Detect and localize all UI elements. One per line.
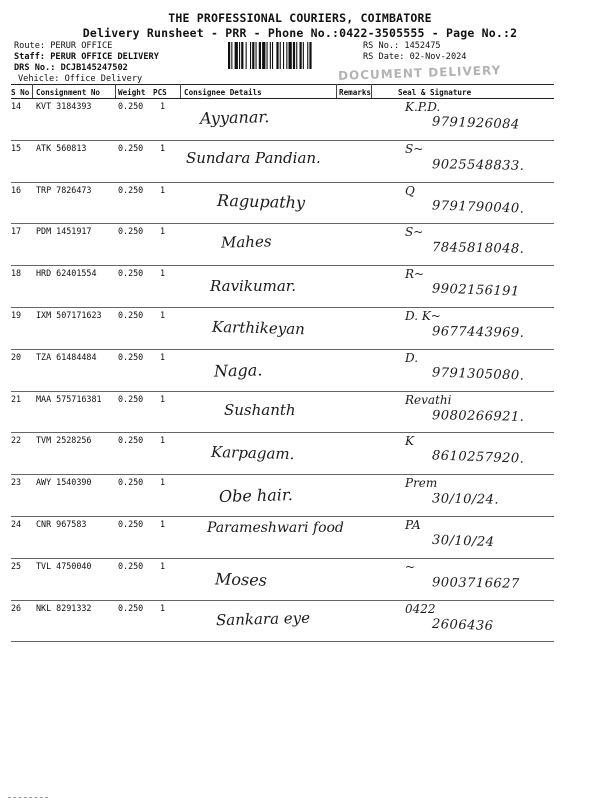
row-pcs: 1 <box>160 268 166 279</box>
row-sno: 19 <box>11 310 22 320</box>
row-signature-handwritten: Prem <box>405 476 438 491</box>
row-signature-handwritten: D. K~ <box>405 309 441 323</box>
row-phone-handwritten: 9791926084 <box>431 114 520 133</box>
row-consignee-handwritten: Parameshwari food <box>207 520 344 536</box>
row-consignment-no: TVL 4750040 <box>36 560 92 571</box>
barcode-icon <box>228 42 353 69</box>
row-phone-handwritten: 2606436 <box>431 616 494 634</box>
row-pcs: 1 <box>160 142 166 153</box>
row-phone-handwritten: 9003716627 <box>431 575 520 592</box>
row-pcs: 1 <box>160 226 166 237</box>
row-consignee-handwritten: Sushanth <box>224 400 296 419</box>
row-sno: 17 <box>11 226 22 237</box>
table-top-border <box>11 84 554 85</box>
col-header-remarks: Remarks <box>339 88 372 97</box>
row-consignment-no: AWY 1540390 <box>36 477 92 488</box>
document-delivery-stamp: DOCUMENT DELIVERY <box>337 63 502 83</box>
row-phone-handwritten: 9025548833. <box>431 156 525 174</box>
row-sno: 22 <box>11 435 22 446</box>
row-pcs: 1 <box>160 519 166 529</box>
table-header-border <box>11 98 554 99</box>
row-phone-handwritten: 9791305080. <box>431 365 525 384</box>
staff-label: Staff: PERUR OFFICE DELIVERY <box>14 52 159 62</box>
row-consignment-no: CNR 967583 <box>36 519 87 529</box>
row-pcs: 1 <box>160 184 166 195</box>
row-consignee-handwritten: Naga. <box>213 360 263 381</box>
row-sno: 25 <box>11 560 22 571</box>
row-weight: 0.250 <box>118 393 144 404</box>
row-weight: 0.250 <box>118 268 144 279</box>
row-phone-handwritten: 30/10/24. <box>431 491 500 508</box>
row-divider <box>11 516 554 517</box>
row-consignee-handwritten: Mahes <box>220 232 272 253</box>
row-divider <box>11 349 554 350</box>
row-divider <box>11 432 554 433</box>
row-weight: 0.250 <box>118 226 144 237</box>
row-weight: 0.250 <box>118 435 144 446</box>
col-divider <box>32 84 33 98</box>
rs-number: RS No.: 1452475 <box>363 41 441 51</box>
row-phone-handwritten: 9677443969. <box>431 324 525 341</box>
row-signature-handwritten: R~ <box>405 267 425 282</box>
row-pcs: 1 <box>160 477 166 488</box>
row-weight: 0.250 <box>118 477 144 488</box>
row-consignee-handwritten: Ayyanar. <box>199 107 270 128</box>
row-phone-handwritten: 9080266921. <box>431 407 525 425</box>
vehicle-label: Vehicle: Office Delivery <box>18 74 143 84</box>
row-signature-handwritten: S~ <box>405 225 424 240</box>
row-sno: 18 <box>11 268 22 279</box>
row-consignment-no: HRD 62401554 <box>36 268 97 279</box>
row-pcs: 1 <box>160 602 166 613</box>
row-divider <box>11 641 554 642</box>
row-consignment-no: TVM 2528256 <box>36 435 92 446</box>
row-pcs: 1 <box>160 310 166 320</box>
row-weight: 0.250 <box>118 101 144 111</box>
drs-number: DRS No.: DCJB145247502 <box>14 63 128 73</box>
row-sno: 20 <box>11 351 22 362</box>
row-pcs: 1 <box>160 101 166 111</box>
row-sno: 21 <box>11 393 22 404</box>
runsheet-subtitle: Delivery Runsheet - PRR - Phone No.:0422-3505555 - Page No.:2 <box>82 26 518 40</box>
row-divider <box>11 391 554 392</box>
route-label: Route: PERUR OFFICE <box>14 41 113 51</box>
row-consignee-handwritten: Ravikumar. <box>210 277 297 296</box>
row-sno: 23 <box>11 477 22 488</box>
row-signature-handwritten: K.P.D. <box>405 100 441 114</box>
row-signature-handwritten: PA <box>405 518 421 532</box>
row-pcs: 1 <box>160 393 166 404</box>
col-header-consignment: Consignment No <box>36 88 101 97</box>
row-sno: 16 <box>11 184 22 195</box>
col-header-weight: Weight <box>118 88 146 97</box>
row-pcs: 1 <box>160 560 166 571</box>
row-divider <box>11 182 554 183</box>
col-header-consignee: Consignee Details <box>184 88 262 97</box>
row-phone-handwritten: 30/10/24 <box>431 532 495 551</box>
row-consignment-no: NKL 8291332 <box>36 602 92 613</box>
row-consignee-handwritten: Ragupathy <box>216 190 306 212</box>
col-divider <box>115 84 116 98</box>
row-weight: 0.250 <box>118 602 144 613</box>
row-weight: 0.250 <box>118 142 144 153</box>
row-consignment-no: TRP 7826473 <box>36 184 92 195</box>
row-sno: 15 <box>11 142 22 153</box>
row-signature-handwritten: K <box>405 434 414 449</box>
col-divider <box>336 84 337 98</box>
col-header-pcs: PCS <box>153 88 167 97</box>
col-divider <box>180 84 181 98</box>
col-divider <box>371 84 372 98</box>
row-weight: 0.250 <box>118 310 144 320</box>
row-signature-handwritten: ~ <box>405 559 416 574</box>
row-consignment-no: MAA 575716381 <box>36 393 102 404</box>
row-signature-handwritten: Q <box>405 183 415 198</box>
row-consignee-handwritten: Karpagam. <box>210 443 295 464</box>
col-header-sno: S No <box>11 88 30 97</box>
row-signature-handwritten: Revathi <box>405 392 452 407</box>
row-pcs: 1 <box>160 351 166 362</box>
rs-date: RS Date: 02-Nov-2024 <box>363 52 467 62</box>
row-consignment-no: IXM 507171623 <box>36 310 102 320</box>
row-phone-handwritten: 7845818048. <box>431 240 525 258</box>
row-consignee-handwritten: Sankara eye <box>215 608 311 629</box>
row-consignment-no: ATK 560813 <box>36 142 87 153</box>
row-consignee-handwritten: Sundara Pandian. <box>186 148 321 167</box>
row-signature-handwritten: S~ <box>405 141 424 156</box>
row-signature-handwritten: 0422 <box>405 601 436 616</box>
row-consignee-handwritten: Obe hair. <box>218 485 294 507</box>
row-consignment-no: PDM 1451917 <box>36 226 92 237</box>
row-phone-handwritten: 9902156191 <box>431 281 520 300</box>
row-weight: 0.250 <box>118 519 144 529</box>
row-pcs: 1 <box>160 435 166 446</box>
row-phone-handwritten: 9791790040. <box>431 197 525 217</box>
row-consignee-handwritten: Karthikeyan <box>211 317 306 339</box>
row-sno: 14 <box>11 101 22 111</box>
row-weight: 0.250 <box>118 351 144 362</box>
row-consignment-no: KVT 3184393 <box>36 101 92 111</box>
row-divider <box>11 140 554 141</box>
row-consignment-no: TZA 61484484 <box>36 351 97 362</box>
row-divider <box>11 307 554 308</box>
row-divider <box>11 474 554 475</box>
row-divider <box>11 600 554 601</box>
row-phone-handwritten: 8610257920. <box>431 448 525 467</box>
row-divider <box>11 265 554 266</box>
company-title: THE PROFESSIONAL COURIERS, COIMBATORE <box>168 11 432 25</box>
row-divider <box>11 558 554 559</box>
row-consignee-handwritten: Moses <box>214 569 268 590</box>
row-sno: 26 <box>11 602 22 613</box>
row-weight: 0.250 <box>118 184 144 195</box>
col-header-signature: Seal & Signature <box>398 88 472 97</box>
row-divider <box>11 223 554 224</box>
row-signature-handwritten: D. <box>405 350 419 365</box>
row-sno: 24 <box>11 519 22 529</box>
row-weight: 0.250 <box>118 560 144 571</box>
page-corner-mark <box>8 797 48 798</box>
